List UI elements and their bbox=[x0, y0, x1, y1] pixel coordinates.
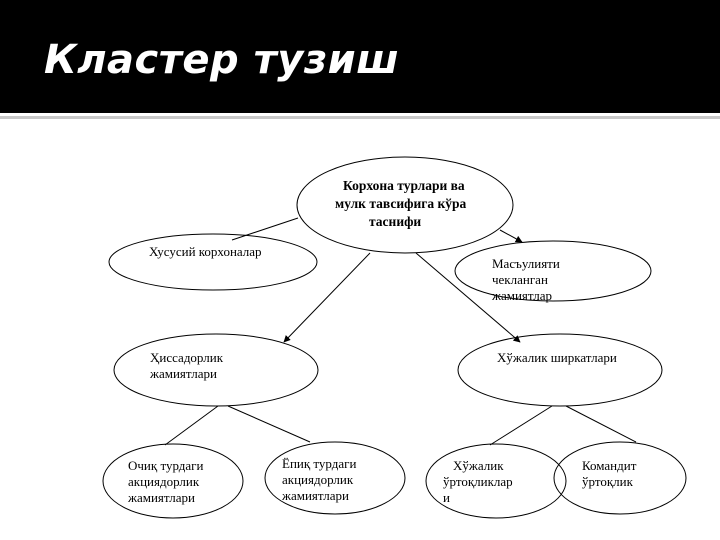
node-limited-liability-line: чекланган bbox=[492, 272, 548, 287]
node-limited-partnership-label bbox=[582, 458, 636, 490]
node-limited-partnership-line: ўртоқлик bbox=[582, 474, 633, 489]
connector-joint-stock-closed bbox=[228, 406, 310, 442]
node-limited-liability-line: Масъулияти bbox=[492, 256, 560, 271]
arrow-root-limited-liability bbox=[500, 230, 522, 242]
node-business-partnership-label bbox=[443, 458, 513, 506]
node-closed-joint-stock-line: жамиятлари bbox=[282, 488, 349, 503]
node-joint-stock-line: жамиятлари bbox=[150, 366, 217, 381]
node-root-line: Корхона турлари ва bbox=[343, 178, 465, 193]
node-joint-stock-line: Ҳиссадорлик bbox=[150, 350, 224, 365]
node-business-partnerships-line: Хўжалик ширкатлари bbox=[497, 350, 617, 365]
node-business-partnership-line: ўртоқликлар bbox=[443, 474, 513, 489]
slide-title: Кластер тузиш bbox=[44, 37, 400, 83]
node-private-enterprises-line: Хусусий корхоналар bbox=[149, 244, 262, 259]
node-root-line: таснифи bbox=[369, 214, 422, 229]
node-open-joint-stock-line: Очиқ турдаги bbox=[128, 458, 204, 473]
node-closed-joint-stock-line: Ёпиқ турдаги bbox=[282, 456, 357, 471]
node-private-enterprises bbox=[109, 234, 317, 290]
node-private-enterprises-label bbox=[149, 244, 262, 260]
connector-root-private bbox=[232, 218, 298, 240]
node-root-label bbox=[335, 177, 467, 231]
node-closed-joint-stock-label bbox=[282, 456, 356, 504]
node-business-partnerships bbox=[458, 334, 662, 406]
node-limited-liability-line: жамиятлар bbox=[492, 288, 553, 303]
node-limited-liability-label bbox=[492, 256, 560, 304]
connector-partnerships-business bbox=[490, 406, 552, 445]
node-root-line: мулк тавсифига кўра bbox=[335, 196, 467, 211]
arrow-root-joint-stock bbox=[284, 253, 370, 342]
node-joint-stock-label bbox=[150, 350, 223, 382]
node-open-joint-stock-line: акциядорлик bbox=[128, 474, 200, 489]
node-business-partnerships-label bbox=[497, 350, 617, 366]
connector-partnerships-limited bbox=[566, 406, 636, 442]
connector-joint-stock-open bbox=[165, 406, 218, 445]
node-business-partnership-line: Хўжалик bbox=[453, 458, 504, 473]
node-closed-joint-stock-line: акциядорлик bbox=[282, 472, 354, 487]
node-open-joint-stock-line: жамиятлари bbox=[128, 490, 195, 505]
node-limited-partnership-line: Командит bbox=[582, 458, 637, 473]
node-business-partnership-line: и bbox=[443, 490, 450, 505]
node-open-joint-stock-label bbox=[128, 458, 203, 506]
